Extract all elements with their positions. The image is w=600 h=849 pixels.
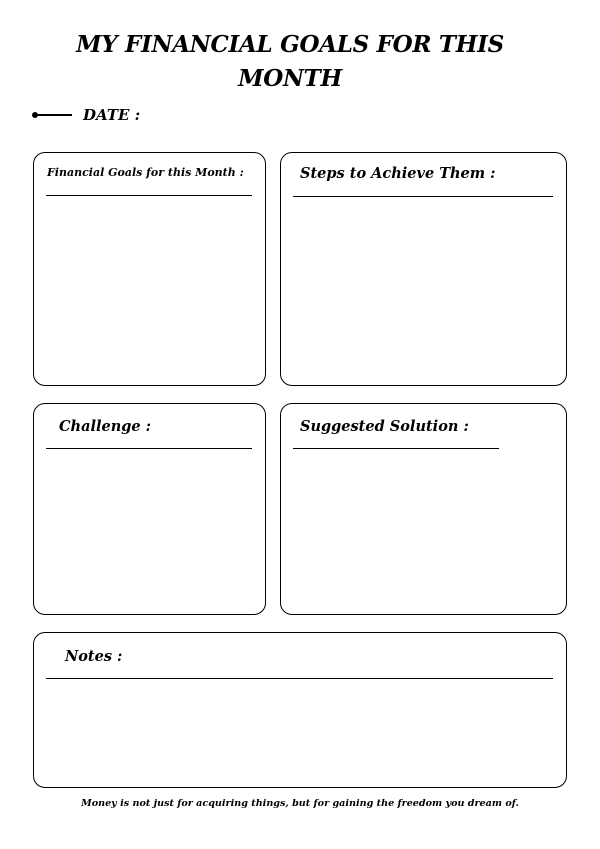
suggested-solution-label: Suggested Solution : <box>300 418 469 435</box>
page-title-line-2: MONTH <box>238 65 342 92</box>
challenge-box[interactable] <box>33 403 266 615</box>
challenge-rule <box>46 448 252 449</box>
steps-to-achieve-rule <box>293 196 553 197</box>
financial-goals-rule <box>46 195 252 196</box>
suggested-solution-box[interactable] <box>280 403 567 615</box>
page-title-line-1: MY FINANCIAL GOALS FOR THIS <box>76 31 504 58</box>
financial-goals-label: Financial Goals for this Month : <box>47 166 244 179</box>
challenge-label: Challenge : <box>59 418 152 435</box>
footer-quote: Money is not just for acquiring things, but for gaining the freedom you dream of. <box>81 798 519 809</box>
financial-goals-box[interactable] <box>33 152 266 386</box>
notes-label: Notes : <box>65 648 123 665</box>
steps-to-achieve-label: Steps to Achieve Them : <box>300 165 496 182</box>
suggested-solution-rule <box>293 448 499 449</box>
page-title <box>40 28 540 96</box>
date-row <box>32 104 232 126</box>
notes-box[interactable] <box>33 632 567 788</box>
date-label: DATE : <box>83 106 141 124</box>
date-leader-line <box>36 114 72 116</box>
steps-to-achieve-box[interactable] <box>280 152 567 386</box>
notes-rule <box>46 678 553 679</box>
